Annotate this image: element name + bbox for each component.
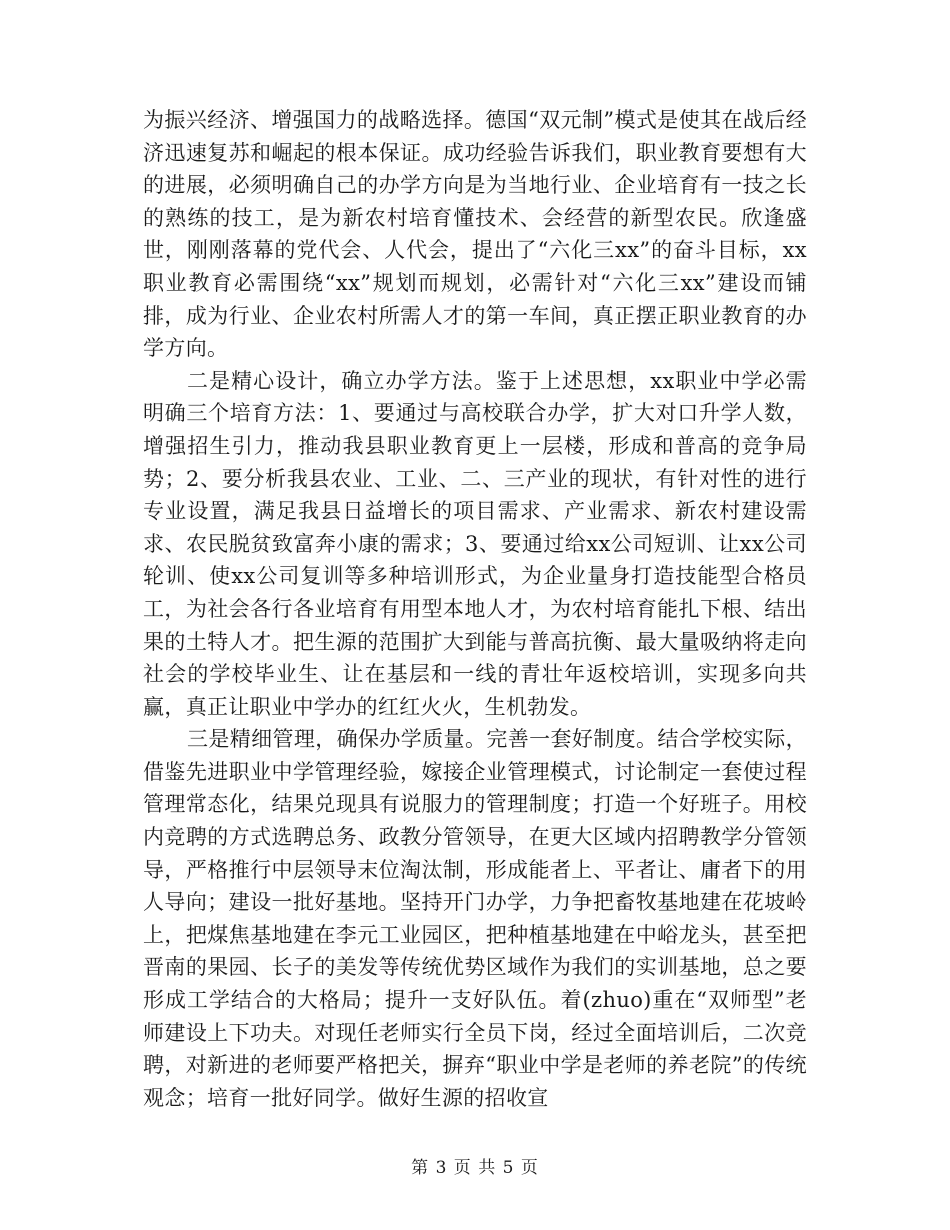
body-text bbox=[143, 104, 807, 1114]
page-number-footer: 第 3 页 共 5 页 bbox=[411, 1158, 539, 1178]
paragraph-continuation: 为振兴经济、增强国力的战略选择。德国“双元制”模式是使其在战后经济迅速复苏和崛起的根本保证。成功经验告诉我们，职业教育要想有大的进展，必须明确自己的办学方向是为当地行业、企业培育有一技之长的熟练的技工，是为新农村培育懂技术、会经营的新型农民。欣逢盛世，刚刚落幕的党代会、人代会，提出了“六化三xx”的奋斗目标，xx职业教育必需围绕“xx”规划而规划，必需针对“六化三xx”建设而铺排，成为行业、企业农村所需人才的第一车间，真正摆正职业教育的办学方向。 bbox=[143, 108, 807, 361]
paragraph-method: 二是精心设计，确立办学方法。鉴于上述思想，xx职业中学必需明确三个培育方法：1、要通过与高校联合办学，扩大对口升学人数，增强招生引力，推动我县职业教育更上一层楼，形成和普高的竞争局势；2、要分析我县农业、工业、二、三产业的现状，有针对性的进行专业设置，满足我县日益增长的项目需求、产业需求、新农村建设需求、农民脱贫致富奔小康的需求；3、要通过给xx公司短训、让xx公司轮训、使xx公司复训等多种培训形式，为企业量身打造技能型合格员工，为社会各行各业培育有用型本地人才，为农村培育能扎下根、结出果的土特人才。把生源的范围扩大到能与普高抗衡、最大量吸纳将走向社会的学校毕业生、让在基层和一线的青壮年返校培训，实现多向共赢，真正让职业中学办的红红火火，生机勃发。 bbox=[143, 368, 807, 719]
paragraph-management: 三是精细管理，确保办学质量。完善一套好制度。结合学校实际，借鉴先进职业中学管理经验，嫁接企业管理模式，讨论制定一套使过程管理常态化，结果兑现具有说服力的管理制度；打造一个好班子。用校内竞聘的方式选聘总务、政教分管领导，在更大区域内招聘教学分管领导，严格推行中层领导末位淘汰制，形成能者上、平者让、庸者下的用人导向；建设一批好基地。坚持开门办学，力争把畜牧基地建在花坡岭上，把煤焦基地建在李元工业园区，把种植基地建在中峪龙头，甚至把晋南的果园、长子的美发等传统优势区域作为我们的实训基地，总之要形成工学结合的大格局；提升一支好队伍。着(zhuo)重在“双师型”老师建设上下功夫。对现任老师实行全员下岗，经过全面培训后，二次竞聘，对新进的老师要严格把关，摒弃“职业中学是老师的养老院”的传统观念；培育一批好同学。做好生源的招收宣 bbox=[143, 727, 807, 1110]
